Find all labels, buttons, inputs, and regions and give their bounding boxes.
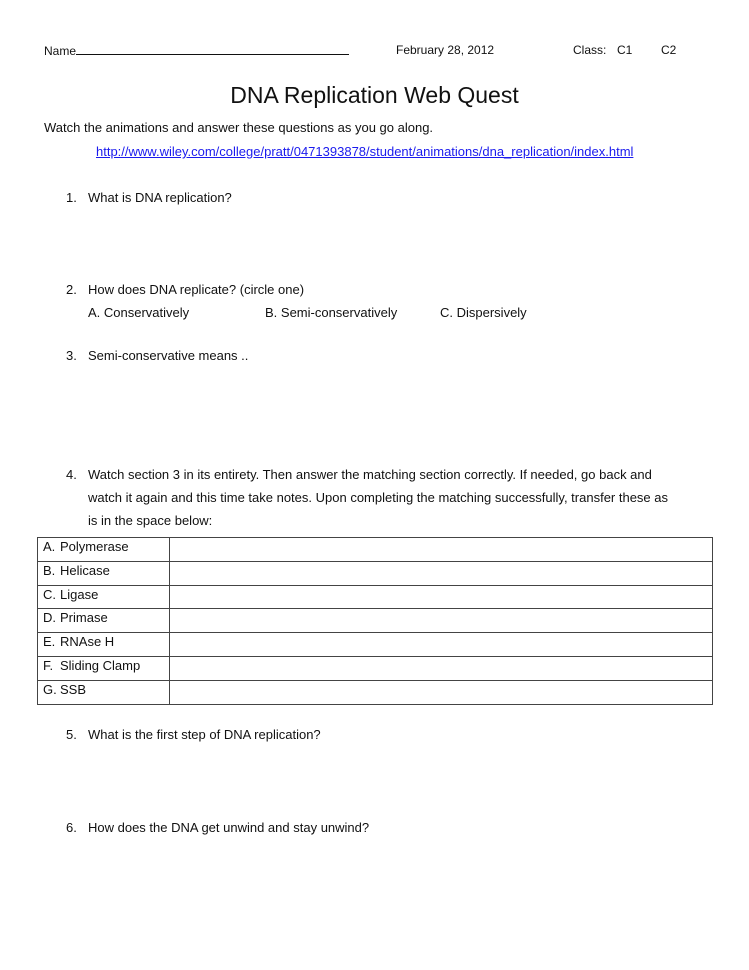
intro-text: Watch the animations and answer these questions as you go along. <box>44 120 434 135</box>
term-name: Sliding Clamp <box>60 657 141 673</box>
term-cell <box>38 585 170 609</box>
answer-cell[interactable] <box>170 538 713 562</box>
term-cell <box>38 609 170 633</box>
term-letter: F. <box>43 657 54 673</box>
class-option-c2[interactable]: C2 <box>661 43 677 57</box>
matching-row <box>38 561 713 585</box>
term-name: SSB <box>60 681 87 697</box>
class-option-c1[interactable]: C1 <box>617 43 633 57</box>
q-text: What is DNA replication? <box>88 190 232 205</box>
matching-row <box>38 680 713 704</box>
term-cell <box>38 633 170 657</box>
term-name: Helicase <box>60 562 110 578</box>
term-cell <box>38 561 170 585</box>
question-4-line-2: watch it again and this time take notes. Upon completing the matching successfully, transfer these as <box>88 490 669 505</box>
answer-cell[interactable] <box>170 680 713 704</box>
answer-cell[interactable] <box>170 609 713 633</box>
q-text: What is the first step of DNA replication? <box>88 727 321 742</box>
term-letter: C. <box>43 586 56 602</box>
q-num: 1. <box>66 190 77 205</box>
name-field[interactable] <box>44 42 349 59</box>
term-name: Ligase <box>60 586 99 602</box>
term-letter: G. <box>43 681 57 697</box>
q-text: How does DNA replicate? (circle one) <box>88 282 305 297</box>
term-letter: A. <box>43 539 56 554</box>
term-letter: B. <box>43 562 56 578</box>
class-label: Class: <box>573 43 607 57</box>
animation-link[interactable] <box>96 144 633 160</box>
q-num: 4. <box>66 467 77 482</box>
answer-cell[interactable] <box>170 656 713 680</box>
question-4-line-3: is in the space below: <box>88 513 213 528</box>
term-letter: D. <box>43 610 56 626</box>
term-name: Primase <box>60 610 108 626</box>
name-label: Name <box>44 44 77 58</box>
q-num: 2. <box>66 282 77 297</box>
term-name: RNAse H <box>60 634 115 650</box>
date: February 28, 2012 <box>396 43 495 57</box>
option-c[interactable]: C. Dispersively <box>440 305 527 320</box>
matching-row <box>38 633 713 657</box>
page-title: DNA Replication Web Quest <box>230 82 519 108</box>
q-text: How does the DNA get unwind and stay unwind? <box>88 820 370 835</box>
term-cell <box>38 656 170 680</box>
link-text[interactable]: http://www.wiley.com/college/pratt/0471393878/student/animations/dna_replication/index.html <box>96 144 634 159</box>
matching-row <box>38 609 713 633</box>
matching-row <box>38 656 713 680</box>
answer-cell[interactable] <box>170 633 713 657</box>
q-num: 3. <box>66 348 77 363</box>
q-text: Semi-conservative means .. <box>88 348 249 363</box>
name-blank[interactable] <box>76 42 349 55</box>
option-a[interactable]: A. Conservatively <box>88 305 190 320</box>
term-letter: E. <box>43 634 56 650</box>
matching-row <box>38 585 713 609</box>
matching-row <box>38 538 713 562</box>
term-name: Polymerase <box>60 539 129 554</box>
answer-cell[interactable] <box>170 585 713 609</box>
q-text: Watch section 3 in its entirety. Then answer the matching section correctly. If needed, go back and <box>88 467 652 482</box>
q-num: 6. <box>66 820 77 835</box>
matching-table <box>37 537 713 705</box>
q-num: 5. <box>66 727 77 742</box>
term-cell <box>38 538 170 562</box>
answer-cell[interactable] <box>170 561 713 585</box>
term-cell <box>38 680 170 704</box>
option-b[interactable]: B. Semi-conservatively <box>265 305 398 320</box>
